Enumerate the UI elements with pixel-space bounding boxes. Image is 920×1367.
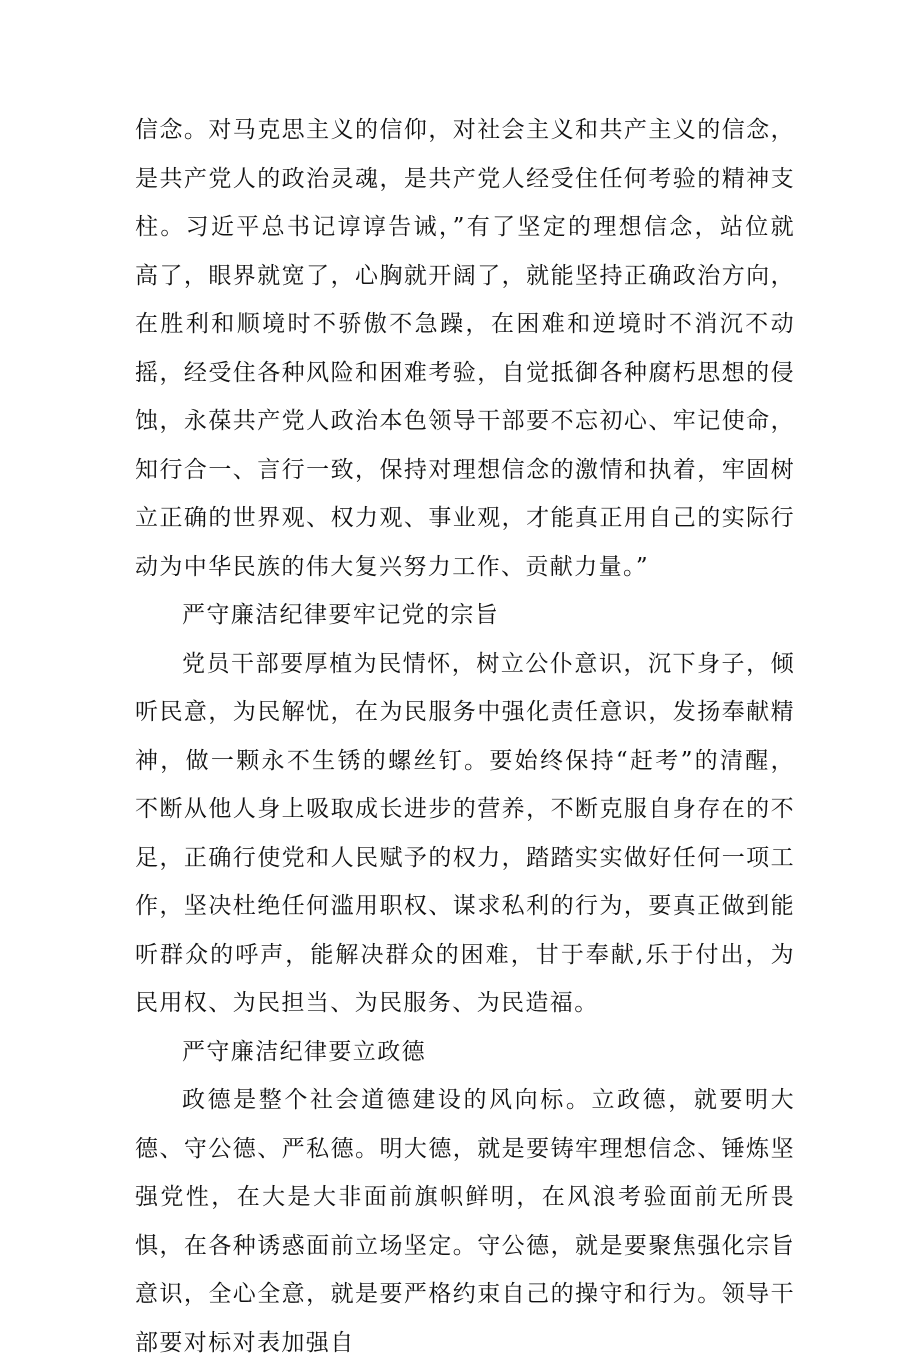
paragraph-serve-people: 党员干部要厚植为民情怀，树立公仆意识，沉下身子，倾听民意，为民解忧，在为民服务中强化责任意识，发扬奉献精神，做一颗永不生锈的螺丝钉。要始终保持“赶考”的清醒，不断从他人身上吸取成长进步的营养，不断克服自身存在的不足，正确行使党和人民赋予的权力，踏踏实实做好任何一项工作，坚决杜绝任何滥用职权、谋求私利的行为，要真正做到能听群众的呼声，能解决群众的困难，甘于奉献,乐于付出，为民用权、为民担当、为民服务、为民造福。 xyxy=(135,650,795,1016)
paragraph-political-virtue: 政德是整个社会道德建设的风向标。立政德，就要明大德、守公德、严私德。明大德，就是要铸牢理想信念、锤炼坚强党性，在大是大非面前旗帜鲜明，在风浪考验面前无所畏惧，在各种诱惑面前立场坚定。守公德，就是要聚焦强化宗旨意识，全心全意，就是要严格约束自己的操守和行为。领导干部要对标对表加强自 xyxy=(135,1087,795,1356)
document-body xyxy=(135,106,795,1367)
paragraph-ideals: 信念。对马克思主义的信仰，对社会主义和共产主义的信念，是共产党人的政治灵魂，是共产党人经受住任何考验的精神支柱。习近平总书记谆谆告诫，”有了坚定的理想信念，站位就高了，眼界就宽了，心胸就开阔了，就能坚持正确政治方向，在胜利和顺境时不骄傲不急躁，在困难和逆境时不消沉不动摇，经受住各种风险和困难考验，自觉抵御各种腐朽思想的侵蚀，永葆共产党人政治本色领导干部要不忘初心、牢记使命，知行合一、言行一致，保持对理想信念的激情和执着，牢固树立正确的世界观、权力观、事业观，才能真正用自己的实际行动为中华民族的伟大复兴努力工作、贡献力量。” xyxy=(135,117,795,580)
section-heading-party-purpose: 严守廉洁纪律要牢记党的宗旨 xyxy=(182,602,500,628)
section-heading-political-virtue: 严守廉洁纪律要立政德 xyxy=(182,1038,426,1065)
